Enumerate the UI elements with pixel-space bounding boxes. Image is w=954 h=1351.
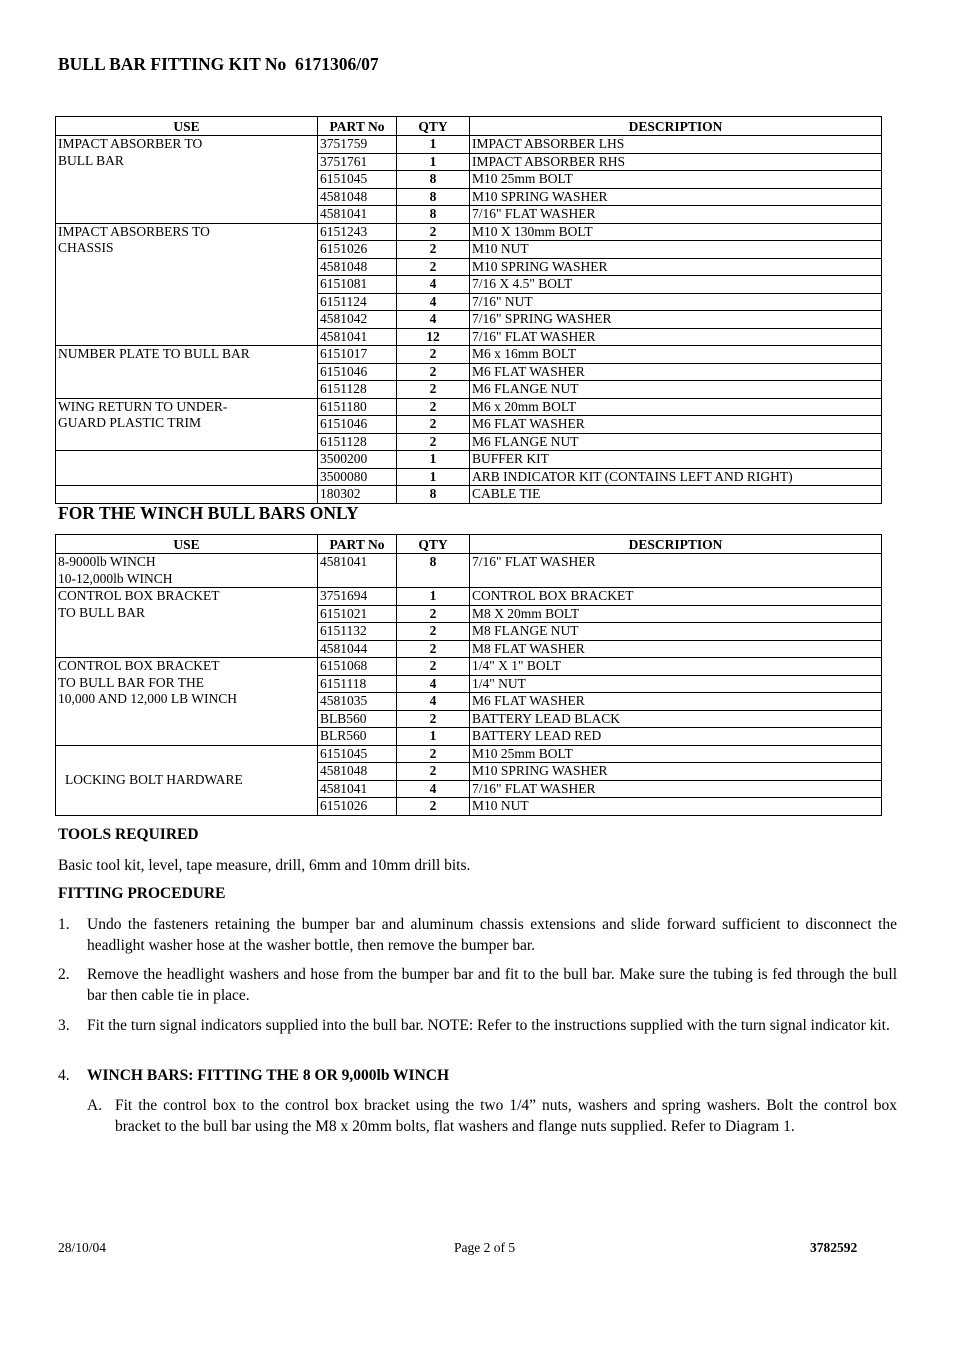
table-header-row (56, 117, 882, 136)
use-cell (56, 745, 318, 815)
description-cell: CONTROL BOX BRACKET (470, 588, 882, 606)
description-cell: BATTERY LEAD BLACK (470, 710, 882, 728)
use-cell (56, 346, 318, 399)
part-number-cell: 6151118 (318, 675, 397, 693)
tools-heading: TOOLS REQUIRED (58, 826, 199, 843)
description-cell: M10 X 130mm BOLT (470, 223, 882, 241)
quantity-cell: 2 (397, 346, 470, 364)
quantity-cell: 1 (397, 451, 470, 469)
part-number-cell: 3500200 (318, 451, 397, 469)
use-text: LOCKING BOLT HARDWARE (65, 771, 243, 787)
description-cell: M6 x 20mm BOLT (470, 398, 882, 416)
quantity-cell: 2 (397, 398, 470, 416)
part-number-cell: 6151132 (318, 623, 397, 641)
quantity-cell: 1 (397, 153, 470, 171)
table-row (56, 346, 882, 364)
use-text: CHASSIS (58, 240, 114, 255)
table-group (56, 136, 882, 224)
part-number-cell: 6151045 (318, 745, 397, 763)
part-number-cell: 6151026 (318, 798, 397, 816)
description-cell: IMPACT ABSORBER LHS (470, 136, 882, 154)
description-cell: 7/16" FLAT WASHER (470, 780, 882, 798)
header-description: DESCRIPTION (470, 535, 882, 554)
part-number-cell: 180302 (318, 486, 397, 504)
step-number: 2. (58, 966, 70, 983)
header-use: USE (56, 535, 318, 554)
table-row (56, 398, 882, 416)
header-use: USE (56, 117, 318, 136)
quantity-cell: 1 (397, 588, 470, 606)
use-cell (56, 136, 318, 224)
quantity-cell: 8 (397, 554, 470, 588)
header-part-no: PART No (318, 535, 397, 554)
parts-table-winch (55, 534, 882, 816)
procedure-heading: FITTING PROCEDURE (58, 885, 226, 902)
quantity-cell: 2 (397, 223, 470, 241)
part-number-cell: BLR560 (318, 728, 397, 746)
use-text: NUMBER PLATE TO BULL BAR (58, 346, 250, 361)
description-cell: M10 NUT (470, 798, 882, 816)
quantity-cell: 2 (397, 640, 470, 658)
description-cell: M10 SPRING WASHER (470, 763, 882, 781)
part-number-cell: 6151045 (318, 171, 397, 189)
table-group (56, 346, 882, 399)
quantity-cell: 1 (397, 468, 470, 486)
table-row (56, 554, 882, 588)
step-text: Fit the turn signal indicators supplied into the bull bar. NOTE: Refer to the instructions supplied with the turn signal indicator kit. (87, 1017, 890, 1034)
table-group (56, 398, 882, 451)
part-number-cell: 3751759 (318, 136, 397, 154)
part-number-cell: 6151068 (318, 658, 397, 676)
quantity-cell: 8 (397, 188, 470, 206)
quantity-cell: 2 (397, 433, 470, 451)
winch-section-heading: FOR THE WINCH BULL BARS ONLY (58, 503, 359, 523)
quantity-cell: 4 (397, 276, 470, 294)
part-number-cell: 4581041 (318, 780, 397, 798)
part-number-cell: 6151243 (318, 223, 397, 241)
quantity-cell: 4 (397, 675, 470, 693)
part-number-cell: 6151046 (318, 363, 397, 381)
part-number-cell: 4581048 (318, 188, 397, 206)
quantity-cell: 8 (397, 206, 470, 224)
table-group (56, 223, 882, 346)
quantity-cell: 2 (397, 605, 470, 623)
use-cell (56, 398, 318, 451)
use-cell (56, 486, 318, 504)
quantity-cell: 2 (397, 798, 470, 816)
table-row (56, 588, 882, 606)
part-number-cell: 4581041 (318, 554, 397, 588)
substep-letter: A. (87, 1097, 103, 1114)
part-number-cell: 6151026 (318, 241, 397, 259)
description-cell: ARB INDICATOR KIT (CONTAINS LEFT AND RIGHT) (470, 468, 882, 486)
table-row (56, 136, 882, 154)
part-number-cell: 4581048 (318, 763, 397, 781)
table-header-row (56, 535, 882, 554)
quantity-cell: 1 (397, 136, 470, 154)
quantity-cell: 2 (397, 241, 470, 259)
header-description: DESCRIPTION (470, 117, 882, 136)
quantity-cell: 12 (397, 328, 470, 346)
quantity-cell: 4 (397, 693, 470, 711)
step-number: 4. (58, 1067, 70, 1084)
table-group (56, 658, 882, 746)
footer-date: 28/10/04 (58, 1240, 107, 1255)
description-cell: 1/4" NUT (470, 675, 882, 693)
step-text: Undo the fasteners retaining the bumper bar and aluminum chassis extensions and slide forward sufficient to disconnect the headlight washer hose at the washer bottle, then remove the bumper bar. (87, 916, 897, 954)
table-group (56, 745, 882, 815)
tools-text: Basic tool kit, level, tape measure, drill, 6mm and 10mm drill bits. (58, 857, 471, 874)
part-number-cell: 6151081 (318, 276, 397, 294)
description-cell: M10 25mm BOLT (470, 745, 882, 763)
table-row (56, 223, 882, 241)
description-cell: M6 FLAT WASHER (470, 416, 882, 434)
part-number-cell: 6151017 (318, 346, 397, 364)
part-number-cell: 6151128 (318, 433, 397, 451)
description-cell: M10 25mm BOLT (470, 171, 882, 189)
substep-text: Fit the control box to the control box bracket using the two 1/4” nuts, washers and spring washers. Bolt the control box bracket to the bull bar using the M8 x 20mm bolts, flat washers and flange nuts supplied. Refer to Diagram 1. (115, 1097, 897, 1135)
table-row (56, 658, 882, 676)
part-number-cell: 3751694 (318, 588, 397, 606)
quantity-cell: 2 (397, 745, 470, 763)
quantity-cell: 2 (397, 363, 470, 381)
table-group (56, 486, 882, 504)
quantity-cell: 4 (397, 293, 470, 311)
description-cell: 7/16" FLAT WASHER (470, 328, 882, 346)
description-cell: M10 SPRING WASHER (470, 258, 882, 276)
use-text: 8-9000lb WINCH (58, 554, 156, 569)
part-number-cell: BLB560 (318, 710, 397, 728)
quantity-cell: 8 (397, 486, 470, 504)
description-cell: M10 NUT (470, 241, 882, 259)
header-qty: QTY (397, 535, 470, 554)
description-cell: IMPACT ABSORBER RHS (470, 153, 882, 171)
footer-document-number: 3782592 (810, 1240, 858, 1255)
description-cell: BUFFER KIT (470, 451, 882, 469)
table-group (56, 588, 882, 658)
part-number-cell: 4581042 (318, 311, 397, 329)
use-cell (56, 588, 318, 658)
description-cell: 1/4" X 1" BOLT (470, 658, 882, 676)
step-number: 3. (58, 1017, 70, 1034)
quantity-cell: 2 (397, 658, 470, 676)
quantity-cell: 4 (397, 780, 470, 798)
table-group (56, 554, 882, 588)
use-text: BULL BAR (58, 152, 124, 168)
quantity-cell: 2 (397, 623, 470, 641)
quantity-cell: 2 (397, 258, 470, 276)
part-number-cell: 6151124 (318, 293, 397, 311)
use-text: CONTROL BOX BRACKET (58, 658, 220, 673)
description-cell: M6 FLAT WASHER (470, 693, 882, 711)
quantity-cell: 4 (397, 311, 470, 329)
part-number-cell: 4581041 (318, 206, 397, 224)
table-row (56, 745, 882, 763)
part-number-cell: 4581041 (318, 328, 397, 346)
header-qty: QTY (397, 117, 470, 136)
use-text: GUARD PLASTIC TRIM (58, 415, 202, 430)
description-cell: 7/16" NUT (470, 293, 882, 311)
description-cell: M6 FLAT WASHER (470, 363, 882, 381)
use-text: IMPACT ABSORBER TO (58, 136, 203, 151)
description-cell: 7/16" FLAT WASHER (470, 554, 882, 588)
description-cell: 7/16" SPRING WASHER (470, 311, 882, 329)
description-cell: M8 X 20mm BOLT (470, 605, 882, 623)
step-text: WINCH BARS: FITTING THE 8 OR 9,000lb WINCH (87, 1067, 450, 1084)
quantity-cell: 2 (397, 763, 470, 781)
part-number-cell: 6151021 (318, 605, 397, 623)
part-number-cell: 4581048 (318, 258, 397, 276)
use-text: IMPACT ABSORBERS TO (58, 223, 210, 239)
use-text: 10-12,000lb WINCH (58, 570, 173, 586)
use-cell (56, 223, 318, 346)
quantity-cell: 8 (397, 171, 470, 189)
description-cell: M8 FLANGE NUT (470, 623, 882, 641)
quantity-cell: 2 (397, 381, 470, 399)
quantity-cell: 2 (397, 710, 470, 728)
use-text: WING RETURN TO UNDER- (58, 398, 228, 414)
table-group (56, 451, 882, 486)
use-text: CONTROL BOX BRACKET (58, 588, 220, 603)
table-row (56, 486, 882, 504)
part-number-cell: 6151180 (318, 398, 397, 416)
table-row (56, 451, 882, 469)
part-number-cell: 3500080 (318, 468, 397, 486)
description-cell: M6 FLANGE NUT (470, 381, 882, 399)
footer-page-number: Page 2 of 5 (454, 1240, 516, 1255)
description-cell: M6 x 16mm BOLT (470, 346, 882, 364)
use-cell (56, 451, 318, 486)
part-number-cell: 6151046 (318, 416, 397, 434)
quantity-cell: 2 (397, 416, 470, 434)
part-number-cell: 3751761 (318, 153, 397, 171)
description-cell: M10 SPRING WASHER (470, 188, 882, 206)
quantity-cell: 1 (397, 728, 470, 746)
part-number-cell: 4581044 (318, 640, 397, 658)
description-cell: CABLE TIE (470, 486, 882, 504)
step-number: 1. (58, 916, 70, 933)
description-cell: M8 FLAT WASHER (470, 640, 882, 658)
step-text: Remove the headlight washers and hose from the bumper bar and fit to the bull bar. Make sure the tubing is fed through the bull bar then cable tie in place. (87, 966, 897, 1004)
description-cell: BATTERY LEAD RED (470, 728, 882, 746)
header-part-no: PART No (318, 117, 397, 136)
use-cell (56, 554, 318, 588)
description-cell: 7/16 X 4.5" BOLT (470, 276, 882, 294)
use-cell (56, 658, 318, 746)
description-cell: M6 FLANGE NUT (470, 433, 882, 451)
parts-table-main (55, 116, 882, 504)
use-text: TO BULL BAR FOR THE (58, 674, 205, 690)
use-text: TO BULL BAR (58, 604, 146, 620)
document-title: BULL BAR FITTING KIT No 6171306/07 (58, 54, 379, 74)
description-cell: 7/16" FLAT WASHER (470, 206, 882, 224)
part-number-cell: 6151128 (318, 381, 397, 399)
use-text: 10,000 AND 12,000 LB WINCH (58, 691, 238, 706)
part-number-cell: 4581035 (318, 693, 397, 711)
